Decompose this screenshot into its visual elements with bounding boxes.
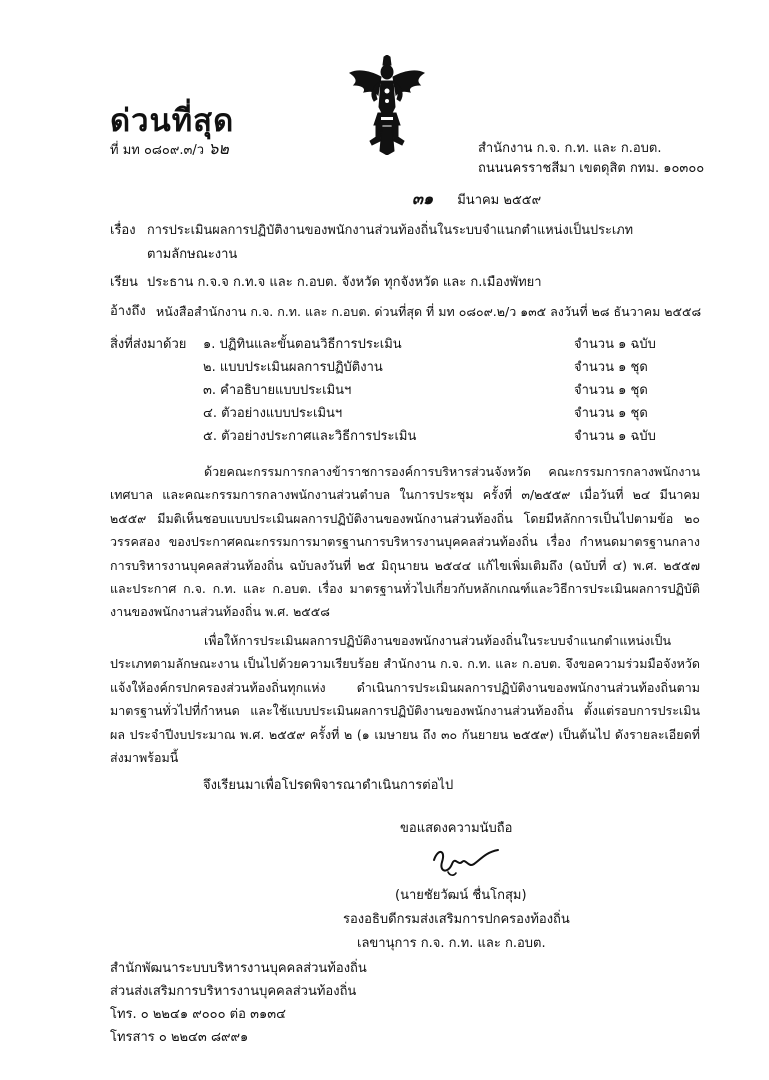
signer-title-1: รองอธิบดีกรมส่งเสริมการปกครองท้องถิ่น (343, 912, 570, 927)
to-label: เรียน (110, 275, 138, 290)
salutation: ขอแสดงความนับถือ (400, 821, 513, 836)
enclosure-quantity: จำนวน ๑ ฉบับ (574, 337, 656, 352)
to-recipients: ประธาน ก.จ.จ ก.ท.จ และ ก.อบต. จังหวัด ทุกจังหวัด และ ก.เมืองพัทยา (147, 275, 542, 290)
enclosure-item: ๓. คำอธิบายแบบประเมินฯ (203, 383, 352, 398)
document-date (412, 190, 541, 210)
document-number (110, 140, 229, 160)
enclosure-row (110, 380, 730, 402)
issuer-office: สำนักงาน ก.จ. ก.ท. และ ก.อบต. (478, 141, 662, 156)
signer-name: (นายชัยวัฒน์ ชื่นโกสุม) (395, 888, 527, 903)
enclosure-item: ๒. แบบประเมินผลการปฏิบัติงาน (203, 360, 383, 375)
closing-line: จึงเรียนมาเพื่อโปรดพิจารณาดำเนินการต่อไป (203, 778, 454, 793)
enclosure-quantity: จำนวน ๑ ชุด (574, 383, 648, 398)
enclosure-item: ๕. ตัวอย่างประกาศและวิธีการประเมิน (203, 429, 417, 444)
enclosure-row (110, 426, 730, 448)
enclosure-item: ๔. ตัวอย่างแบบประเมินฯ (203, 406, 343, 421)
footer-division: สำนักพัฒนาระบบบริหารงานบุคคลส่วนท้องถิ่น (110, 961, 367, 976)
enclosure-row (110, 334, 730, 356)
body-paragraph-2: เพื่อให้การประเมินผลการปฏิบัติงานของพนักงานส่วนท้องถิ่นในระบบจำแนกตำแหน่งเป็นประเภทตามลักษณะงาน เป็นไปด้วยความเรียบร้อย สำนักงาน ก.จ. ก.ท. และ ก.อบต. จึงขอความร่วมมือจังหวัดแจ้งให้องค์กรปกครองส่วนท้องถิ่นทุกแห่ง ดำเนินการประเมินผลการปฏิบัติงานของพนักงานส่วนท้องถิ่นตามมาตรฐานทั่วไปที่กำหนด และใช้แบบประเมินผลการปฏิบัติงานของพนักงานส่วนท้องถิ่น ตั้งแต่รอบการประเมินผล ประจำปีงบประมาณ พ.ศ. ๒๕๕๙ ครั้งที่ ๒ (๑ เมษายน ถึง ๓๐ กันยายน ๒๕๕๙) เป็นต้นไป ดังรายละเอียดที่ส่งมาพร้อมนี้ (110, 633, 700, 766)
enclosure-item: ๑. ปฏิทินและขั้นตอนวิธีการประเมิน (203, 337, 402, 352)
signer-title-2: เลขานุการ ก.จ. ก.ท. และ ก.อบต. (357, 936, 546, 951)
subject-line2: ตามลักษณะงาน (147, 247, 238, 262)
issuer-address: ถนนนครราชสีมา เขตดุสิต กทม. ๑๐๓๐๐ (478, 161, 705, 176)
document-number-handwritten: ๖๒ (208, 139, 229, 158)
date-day-handwritten: ๓๑ (412, 189, 434, 208)
garuda-emblem-icon (348, 55, 426, 155)
enclosure-row (110, 357, 730, 379)
urgency-label: ด่วนที่สุด (110, 103, 235, 139)
reference-label: อ้างถึง (110, 304, 146, 319)
enclosure-quantity: จำนวน ๑ ชุด (574, 406, 648, 421)
subject-label: เรื่อง (110, 223, 136, 238)
reference-text: หนังสือสำนักงาน ก.จ. ก.ท. และ ก.อบต. ด่วนที่สุด ที่ มท ๐๘๐๙.๒/ว ๑๓๕ ลงวันที่ ๒๘ ธันวาคม ๒๕๕๘ (156, 304, 702, 319)
enclosure-quantity: จำนวน ๑ ชุด (574, 360, 648, 375)
enclosures-label: สิ่งที่ส่งมาด้วย (110, 337, 187, 352)
subject-line1: การประเมินผลการปฏิบัติงานของพนักงานส่วนท้องถิ่นในระบบจำแนกตำแหน่งเป็นประเภท (147, 223, 634, 238)
enclosure-quantity: จำนวน ๑ ฉบับ (574, 429, 656, 444)
footer-fax: โทรสาร ๐ ๒๒๔๓ ๘๙๙๑ (110, 1030, 249, 1045)
body-paragraph-1: ด้วยคณะกรรมการกลางข้าราชการองค์การบริหารส่วนจังหวัด คณะกรรมการกลางพนักงานเทศบาล และคณะกรรมการกลางพนักงานส่วนตำบล ในการประชุม ครั้งที่ ๓/๒๕๕๙ เมื่อวันที่ ๒๔ มีนาคม ๒๕๕๙ มีมติเห็นชอบแบบประเมินผลการปฏิบัติงานของพนักงานส่วนท้องถิ่น โดยมีหลักการเป็นไปตามข้อ ๒๐ วรรคสอง ของประกาศคณะกรรมการมาตรฐานการบริหารงานบุคคลส่วนท้องถิ่น เรื่อง กำหนดมาตรฐานกลางการบริหารงานบุคคลส่วนท้องถิ่น ฉบับลงวันที่ ๒๕ มิถุนายน ๒๕๔๔ แก้ไขเพิ่มเติมถึง (ฉบับที่ ๔) พ.ศ. ๒๕๕๗ และประกาศ ก.จ. ก.ท. และ ก.อบต. เรื่อง มาตรฐานทั่วไปเกี่ยวกับหลักเกณฑ์และวิธีการประเมินผลการปฏิบัติงานของพนักงานส่วนท้องถิ่น พ.ศ. ๒๕๕๘ (110, 464, 700, 620)
document-number-prefix: ที่ มท ๐๘๐๙.๓/ว (110, 143, 205, 158)
date-month-year: มีนาคม ๒๕๕๙ (457, 193, 542, 208)
footer-phone: โทร. ๐ ๒๒๔๑ ๙๐๐๐ ต่อ ๓๑๓๔ (110, 1007, 286, 1022)
enclosure-row (110, 403, 730, 425)
footer-section: ส่วนส่งเสริมการบริหารงานบุคคลส่วนท้องถิ่น (110, 984, 357, 999)
handwritten-signature (428, 842, 508, 880)
